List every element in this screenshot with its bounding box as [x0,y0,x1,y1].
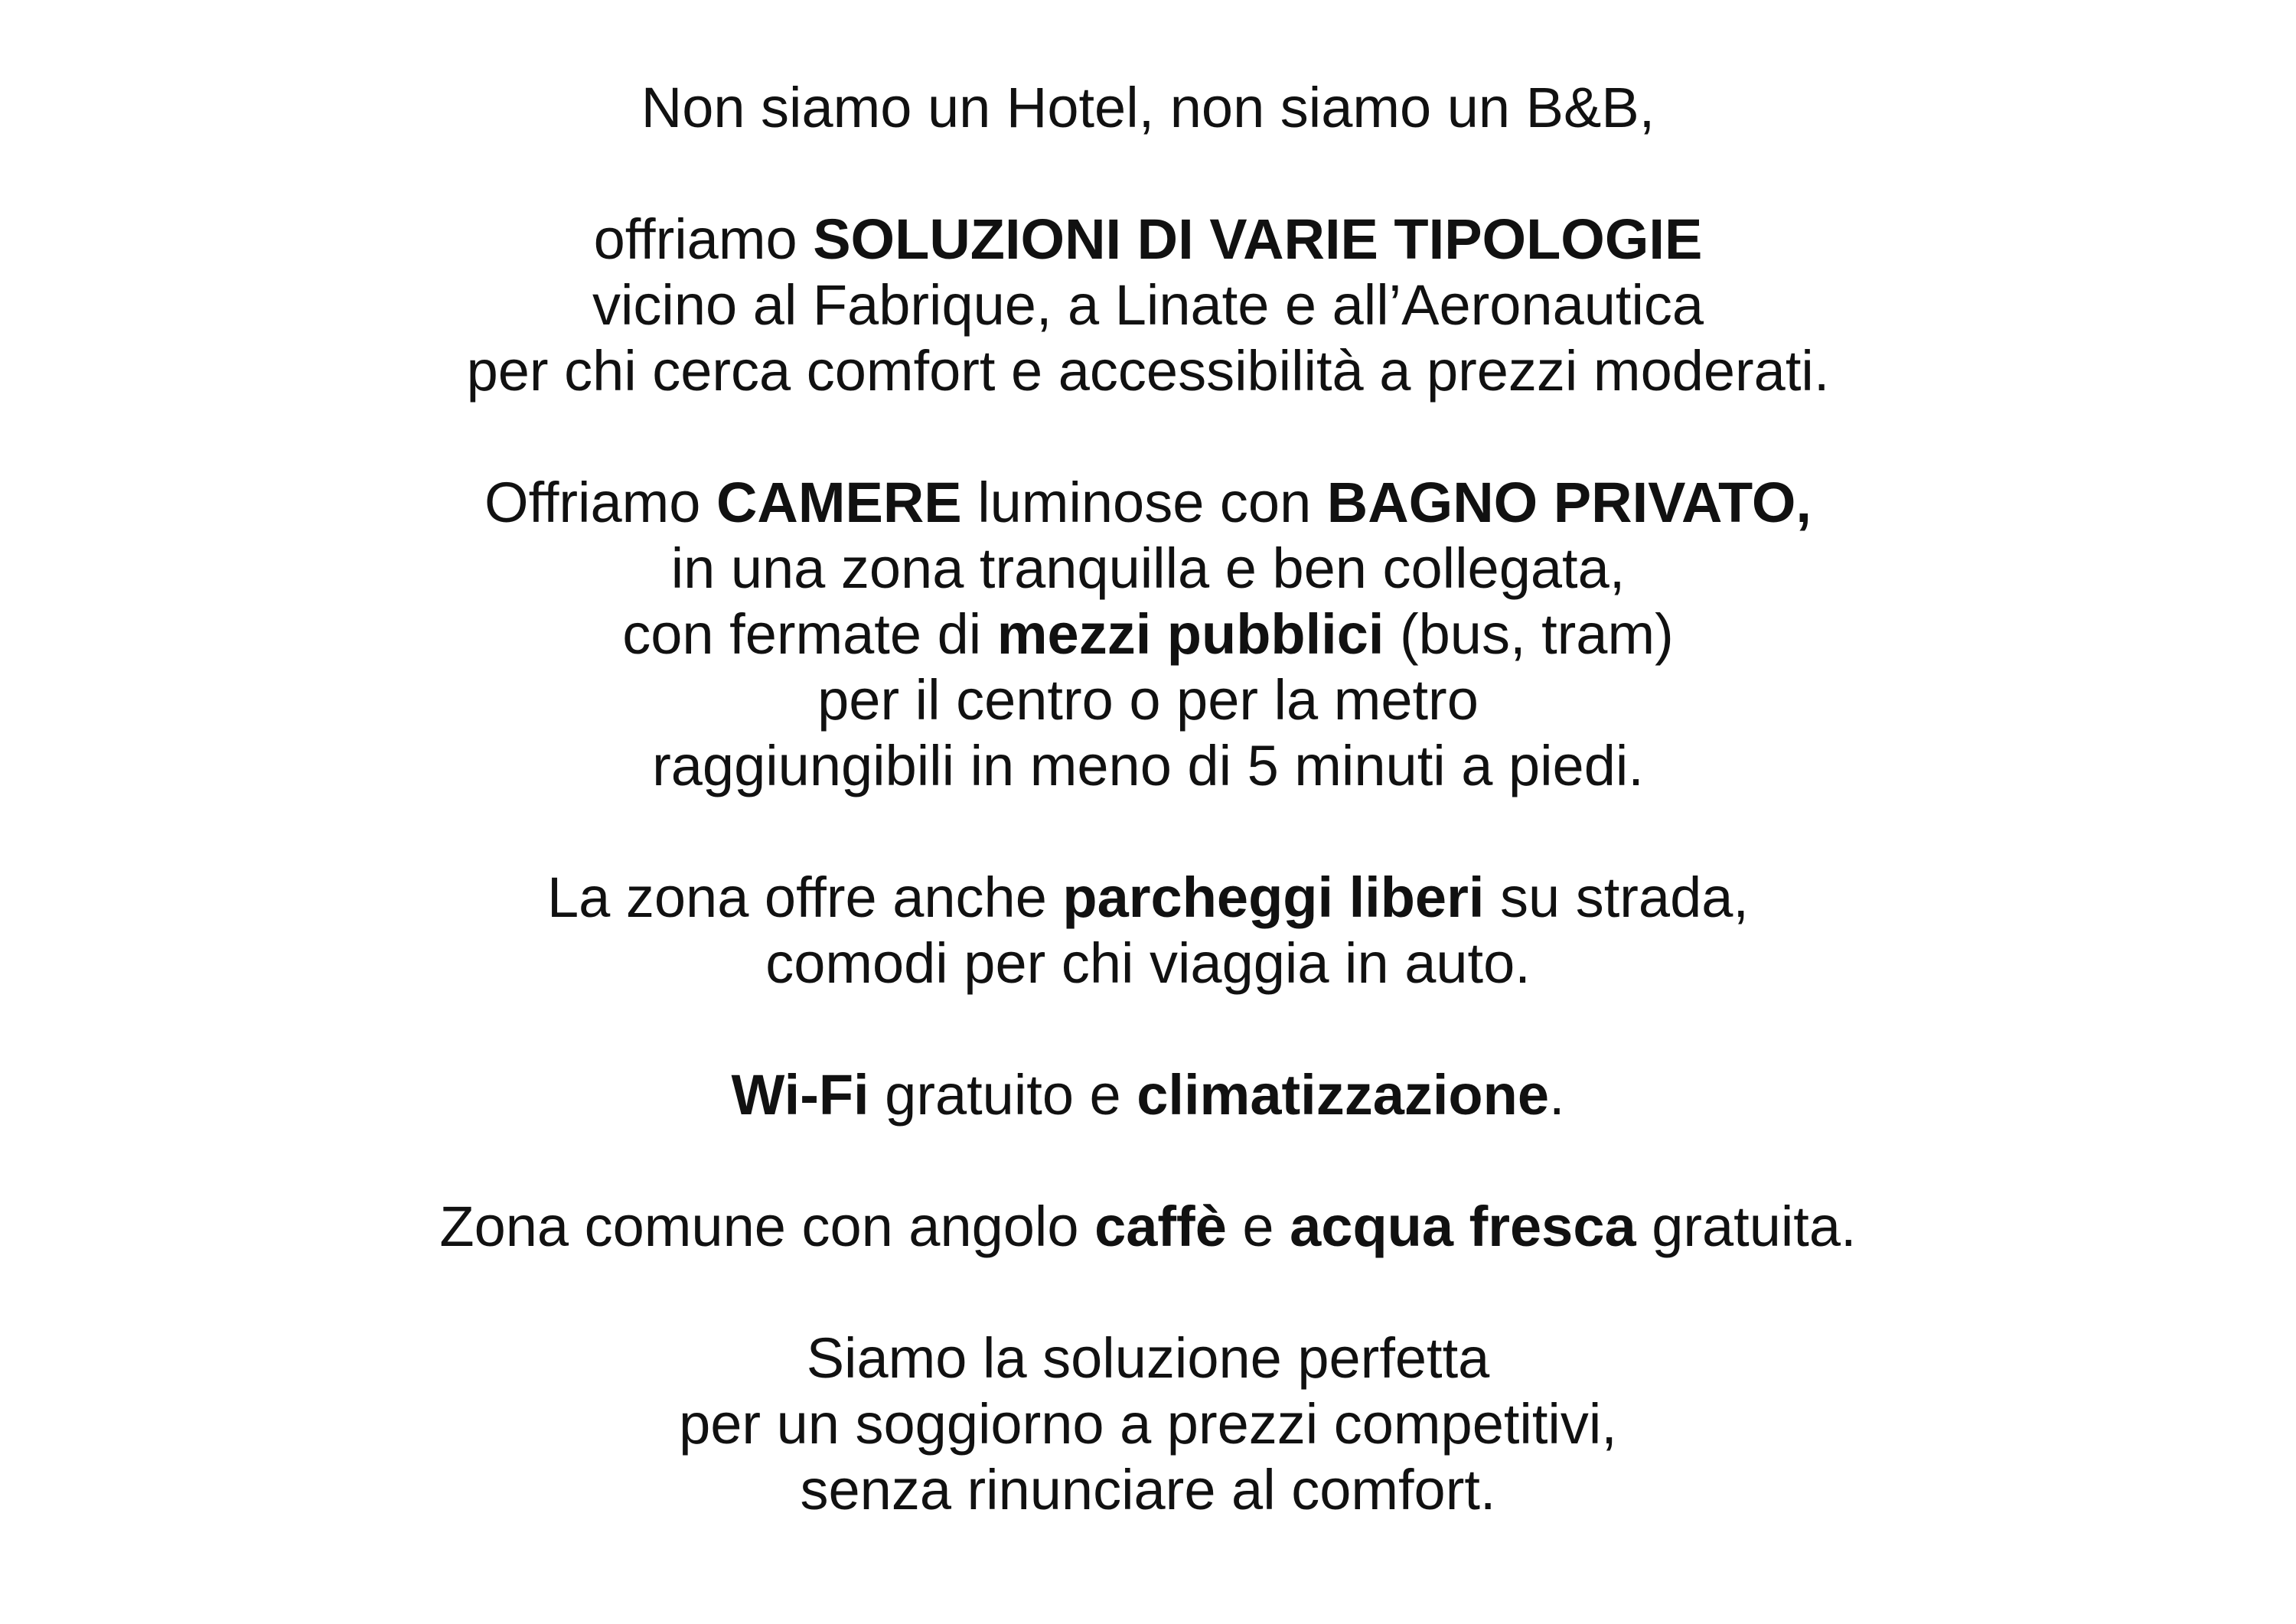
bold-text-run: mezzi pubblici [996,602,1384,666]
text-line [0,1391,2296,1457]
text-run: gratuita. [1636,1195,1857,1258]
text-line [0,272,2296,338]
text-run: luminose con [961,471,1327,534]
text-run: per chi cerca comfort e accessibilità a prezzi moderati. [466,339,1830,403]
text-run: in una zona tranquilla e ben collegata, [670,536,1626,600]
text-line [0,75,2296,141]
text-run: con fermate di [622,602,997,666]
bold-text-run: acqua fresca [1290,1195,1636,1258]
text-run: su strada, [1484,866,1749,929]
text-line [0,667,2296,733]
text-run: per il centro o per la metro [817,668,1479,732]
text-line [0,865,2296,931]
text-run: vicino al Fabrique, a Linate e all’Aeronautica [592,273,1704,337]
text-run: e [1226,1195,1290,1258]
text-run: . [1549,1063,1565,1127]
paragraph [0,207,2296,404]
paragraph [0,1326,2296,1523]
text-run: (bus, tram) [1384,602,1674,666]
text-line [0,1326,2296,1391]
text-line [0,733,2296,799]
document-body [0,75,2296,1589]
text-line [0,602,2296,667]
bold-text-run: BAGNO PRIVATO, [1326,471,1812,534]
text-run: Siamo la soluzione perfetta [806,1326,1490,1390]
bold-text-run: caffè [1094,1195,1227,1258]
text-run: Zona comune con angolo [439,1195,1095,1258]
bold-text-run: Wi-Fi [731,1063,869,1127]
text-run: Offriamo [484,471,716,534]
text-line [0,1457,2296,1523]
text-line [0,536,2296,602]
paragraph [0,865,2296,996]
text-run: comodi per chi viaggia in auto. [765,931,1531,995]
text-run: gratuito e [869,1063,1137,1127]
paragraph [0,75,2296,141]
text-run: La zona offre anche [547,866,1063,929]
text-line [0,1062,2296,1128]
bold-text-run: CAMERE [716,471,962,534]
text-line [0,207,2296,272]
text-run: per un soggiorno a prezzi competitivi, [679,1392,1617,1456]
text-run: raggiungibili in meno di 5 minuti a piedi. [652,734,1644,797]
paragraph [0,1194,2296,1260]
text-run: Non siamo un Hotel, non siamo un B&B, [641,76,1655,139]
text-line [0,931,2296,996]
bold-text-run: parcheggi liberi [1062,866,1485,929]
paragraph [0,1062,2296,1128]
text-run: senza rinunciare al comfort. [800,1458,1496,1521]
text-line [0,338,2296,404]
text-line [0,470,2296,536]
text-run: offriamo [593,207,814,271]
bold-text-run: SOLUZIONI DI VARIE TIPOLOGIE [813,207,1703,271]
bold-text-run: climatizzazione [1137,1063,1549,1127]
text-line [0,1194,2296,1260]
paragraph [0,470,2296,799]
